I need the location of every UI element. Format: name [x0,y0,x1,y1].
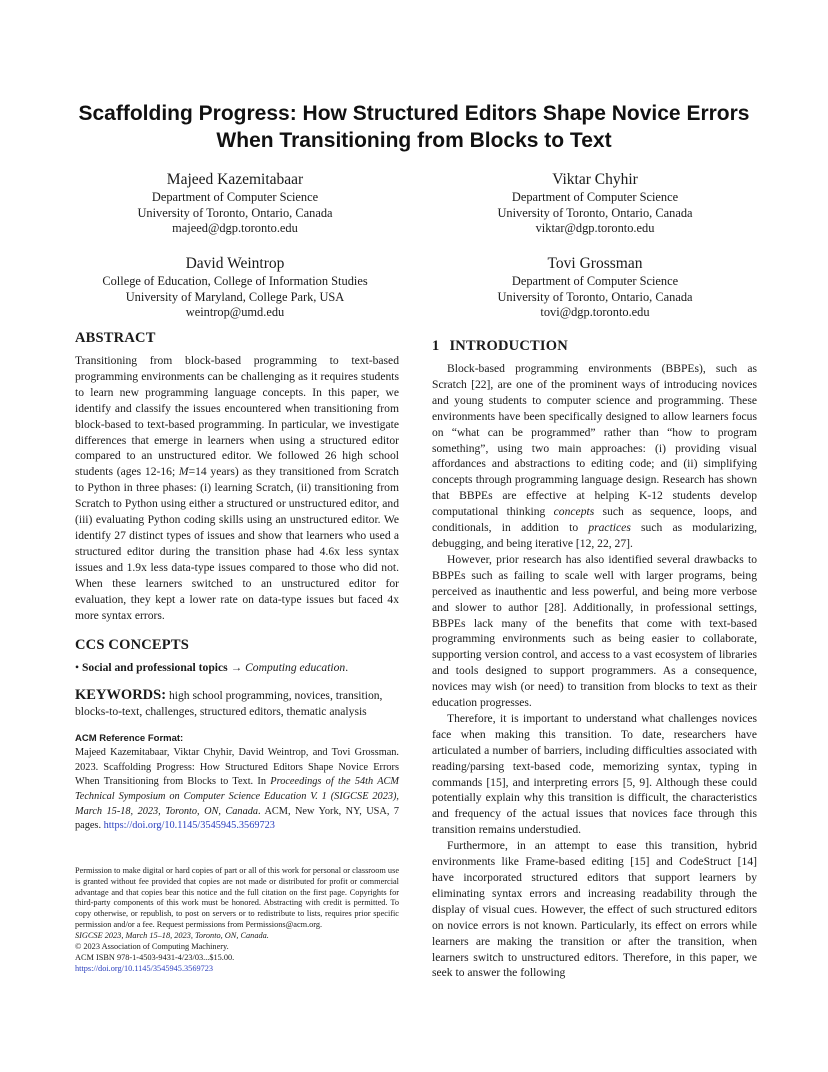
permission-notice: Permission to make digital or hard copies of part or all of this work for personal or classroom use is granted without fee provided that copies are not made or distributed for profit or commercial advantage and that copies bear this notice and the full citation on the first page. Copyrights for third-party components of this work must be honored. Abstracting with credit is permitted. To copy otherwise, or republish, to post on servers or to redistribute to lists, requires prior specific permission and/or a fee. Request permissions from Permissions@acm.org. SIGCSE 2023, March 15–18, 2023, Toronto, ON, Canada. © 2023 Association of Computing Machinery. ACM ISBN 978-1-4503-9431-4/23/03...$15.00. https://doi.org/10.1145/3545945.3569723 [75,865,399,973]
author-affiliation: University of Toronto, Ontario, Canada [137,205,333,220]
right-column [432,338,757,981]
abstract-text: Transitioning from block-based programming to text-based programming environments can be challenging as it requires students to learn new programming language concepts. In this paper, we identify and classify the issues encountered when transitioning from block-based to text-based programming. In particular, we investigate differences that emerge in learners when using a structured editor compared to an unstructured editor. We followed 26 high school students (ages 12-16; M=14 years) as they transitioned from Scratch to Python in three phases: (i) learning Scratch, (ii) transitioning from Scratch to Python using either a structured or unstructured editor, and (iii) evaluating Python coding skills using an unstructured editor. We identify 27 distinct types of issues and show that learners who used a structured editor during the transition phase had 4.6x less syntax issues and 1.9x less data-type issues compared to those who did not. When these learners switched to an unstructured editor for evaluation, they kept a lower rate on data-type issues but faced 4x more syntax errors. [75,354,399,622]
intro-paragraph: However, prior research has also identified several drawbacks to BBPEs such as failing to scale well with larger programs, being perceived as inauthentic and less powerful, and being more verbose and slower to author [28]. Additionally, in professional settings, BBPEs lack many of the benefits that come with text-based programming environments such as being easier to collaborate, supporting version control, and access to a vast ecosystem of libraries and tools designed to support programmers. As a consequence, novices may wish (or need) to transition from blocks to text as their education progresses. [432,552,757,710]
author-department: Department of Computer Science [511,274,679,288]
author-block [60,170,410,237]
author-name: Tovi Grossman [547,255,643,272]
author-name: Majeed Kazemitabaar [166,171,304,188]
intro-paragraph: Therefore, it is important to understand what challenges novices face when making this transition. To date, researchers have articulated a number of barriers, including difficulties associated with reading/parsing text-based code, memorizing syntax, typing in commands [15], and interpreting errors [5, 9]. Although these could potentially explain why this transition is difficult, the characteristics and frequency of the actual issues that novices face through this transition remains understudied. [432,711,757,837]
author-affiliation: University of Toronto, Ontario, Canada [497,205,693,220]
author-block [420,170,770,237]
author-department: Department of Computer Science [511,190,679,204]
reference-text: Majeed Kazemitabaar, Viktar Chyhir, David Weintrop, and Tovi Grossman. 2023. Scaffolding Progress: How Structured Editors Shape Novice Errors When Transitioning from Blocks to Text. In Proceedings of the 54th ACM Technical Symposium on Computer Science Education V. 1 (SIGCSE 2023), March 15-18, 2023, Toronto, ON, Canada. ACM, New York, NY, USA, 7 pages. https://doi.org/10.1145/3545945.3569723 [75,747,399,832]
author-department: Department of Computer Science [151,190,319,204]
intro-heading: 1 INTRODUCTION [432,338,568,354]
author-email: viktar@dgp.toronto.edu [535,221,655,235]
author-affiliation: University of Maryland, College Park, USA [125,289,345,304]
author-block [60,254,410,321]
intro-paragraph: Block-based programming environments (BBPEs), such as Scratch [22], are one of the prominent ways of introducing novices and young students to computer science and programming. These environments have been specifically designed to allow learners focus on “what can be programmed” rather than “how to program something”, using two main approaches: (i) providing visual affordances and abstractions to editing code; and (ii) simplifying concepts through programming language design. Research has shown that BBPEs are effective at helping K-12 students develop computational thinking concepts such as sequence, loops, and conditionals, in addition to practices such as modularizing, debugging, and being iterative [12, 22, 27]. [432,362,757,550]
author-affiliation: University of Toronto, Ontario, Canada [497,289,693,304]
abstract-heading: ABSTRACT [75,330,156,346]
author-block [420,254,770,321]
author-email: majeed@dgp.toronto.edu [172,221,298,235]
author-name: Viktar Chyhir [552,171,638,188]
ccs-concepts: • Social and professional topics → Computing education. [75,661,349,675]
intro-paragraph: Furthermore, in an attempt to ease this transition, hybrid environments like Frame-based editing [15] and CodeStruct [14] have incorporated structured editors that support learners by eliminating syntax errors and increasing readability through the display of visual cues. However, the effect of such structured editors on novice errors is not known. Particularly, its effect on errors while learners are making the transition or after the transition, when learners switch to unstructured editors. Therefore, in this paper, we seek to answer the following [432,839,757,980]
author-department: College of Education, College of Information Studies [102,274,368,288]
ccs-heading: CCS CONCEPTS [75,637,189,654]
author-email: tovi@dgp.toronto.edu [540,305,650,319]
permission-doi-link[interactable]: https://doi.org/10.1145/3545945.3569723 [75,963,214,973]
reference-heading: ACM Reference Format: [75,733,184,745]
author-email: weintrop@umd.edu [185,305,285,319]
left-column [75,330,399,975]
keywords: KEYWORDS: high school programming, novices, transition, blocks-to-text, challenges, structured editors, thematic analysis [75,687,383,719]
author-name: David Weintrop [185,255,285,272]
paper-title: Scaffolding Progress: How Structured Editors Shape Novice Errors When Transitioning from Blocks to Text [78,102,750,152]
reference-doi-link[interactable]: https://doi.org/10.1145/3545945.3569723 [103,820,275,832]
acm-reference [75,733,399,834]
